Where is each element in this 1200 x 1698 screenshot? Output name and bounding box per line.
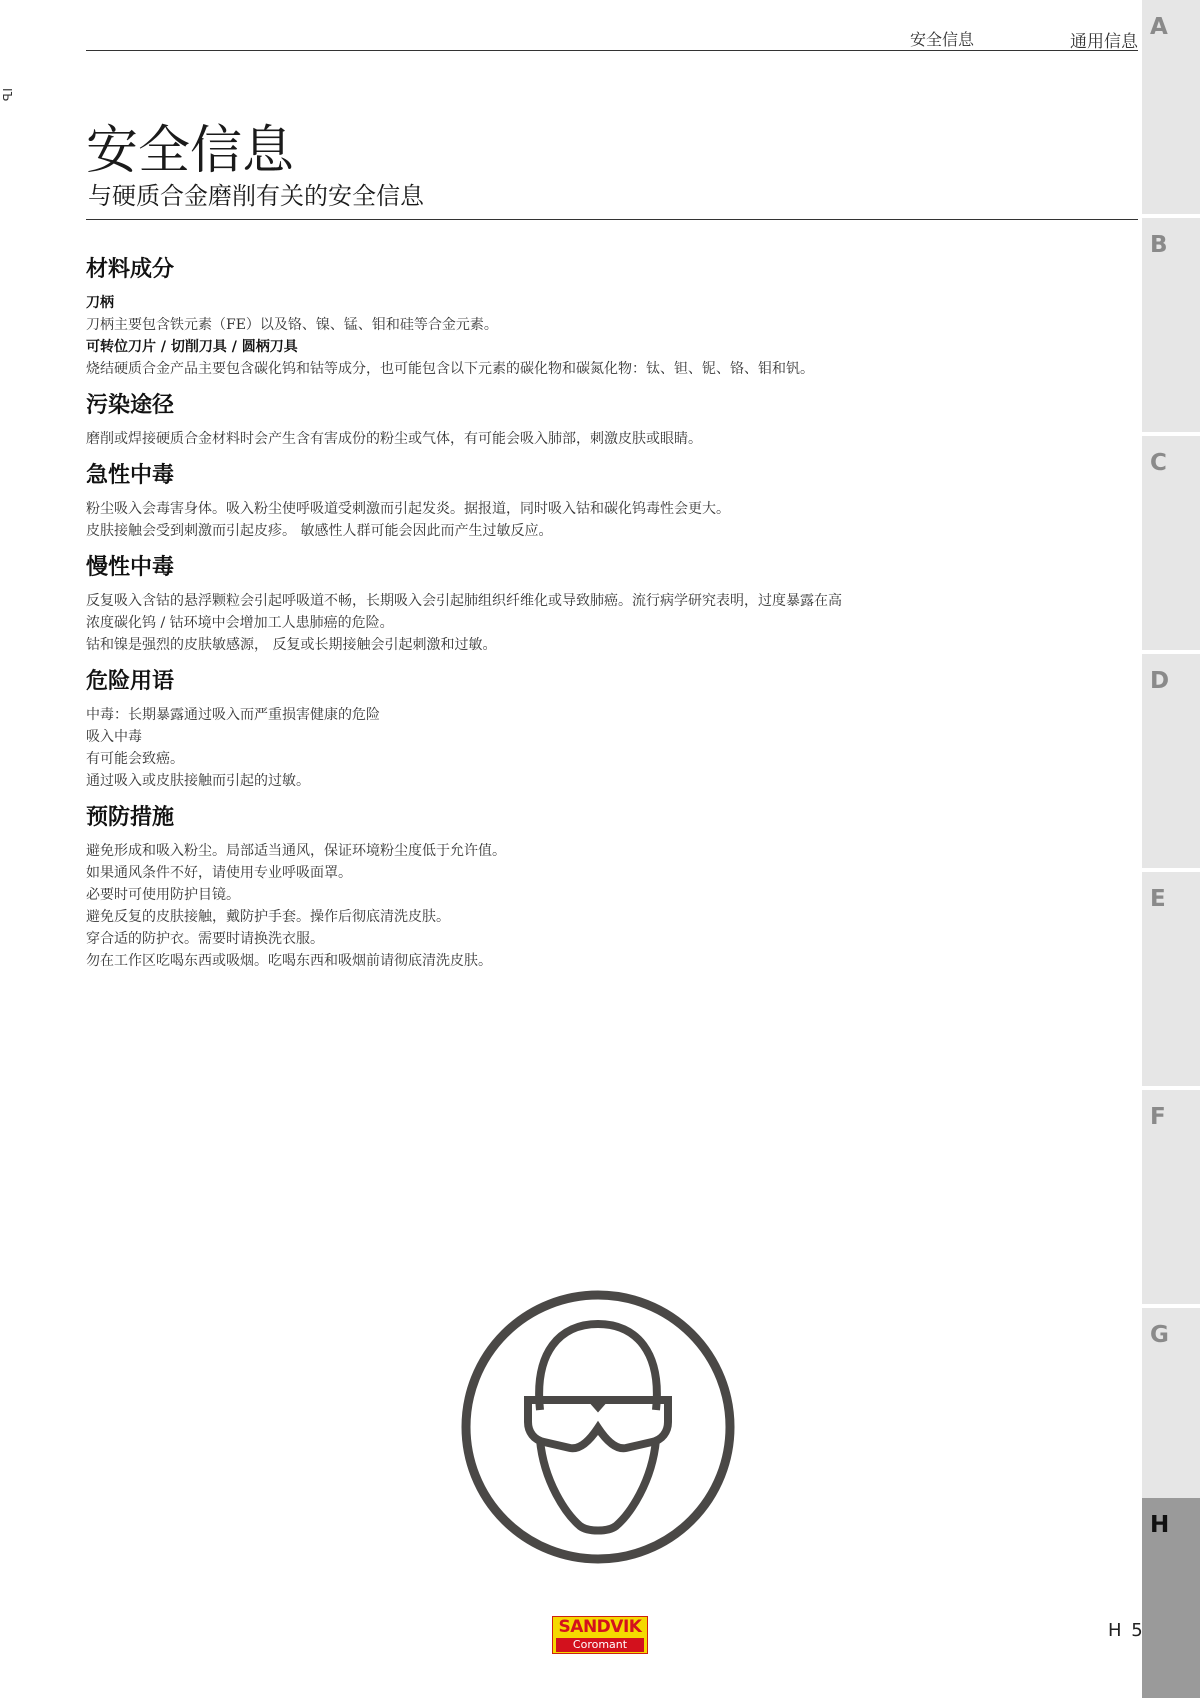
body-text-line: 吸入中毒 <box>86 729 142 745</box>
section-group <box>86 336 1126 380</box>
page-number: H 5 <box>1108 1620 1145 1641</box>
sandvik-coromant-logo <box>552 1616 648 1654</box>
section-heading: 预防措施 <box>86 805 175 830</box>
body-text-line: 粉尘吸入会毒害身体。吸入粉尘使呼吸道受刺激而引起发炎。据报道，同时吸入钴和碳化钨毒性会更大。 <box>86 501 730 517</box>
section-subheading: 可转位刀片 / 切削刀具 / 圆柄刀具 <box>86 339 298 355</box>
tab-f[interactable]: F <box>1142 1090 1200 1304</box>
tab-c[interactable]: C <box>1142 436 1200 650</box>
title-divider <box>86 219 1138 220</box>
breadcrumb-chapter: 通用信息 <box>1070 32 1138 52</box>
body-text-line: 反复吸入含钴的悬浮颗粒会引起呼吸道不畅，长期吸入会引起肺组织纤维化或导致肺癌。流行病学研究表明，过度暴露在高 <box>86 593 842 609</box>
section-group <box>86 590 1126 656</box>
body-text-line: 皮肤接触会受到刺激而引起皮疹。 敏感性人群可能会因此而产生过敏反应。 <box>86 523 553 539</box>
body-text-line: 必要时可使用防护目镜。 <box>86 887 240 903</box>
body-text-line: 刀柄主要包含铁元素（FE）以及铬、镍、锰、钼和硅等合金元素。 <box>86 317 498 333</box>
body-text-line: 钴和镍是强烈的皮肤敏感源， 反复或长期接触会引起刺激和过敏。 <box>86 637 497 653</box>
safety-content <box>86 254 1126 982</box>
tab-h[interactable]: H <box>1142 1498 1200 1698</box>
body-text-line: 通过吸入或皮肤接触而引起的过敏。 <box>86 773 310 789</box>
section-group <box>86 428 1126 450</box>
page-title: 安全信息 <box>86 121 295 181</box>
section-heading: 材料成分 <box>86 257 175 282</box>
breadcrumb-section: 安全信息 <box>910 30 975 49</box>
section <box>86 460 1126 542</box>
section-heading: 慢性中毒 <box>86 555 175 580</box>
section-group <box>86 840 1126 972</box>
body-text-line: 穿合适的防护衣。需要时请换洗衣服。 <box>86 931 324 947</box>
section <box>86 390 1126 450</box>
side-margin-mark: ІЪ <box>0 88 14 102</box>
body-text-line: 烧结硬质合金产品主要包含碳化钨和钴等成分，也可能包含以下元素的碳化物和碳氮化物：钛、钽、铌、铬、钼和钒。 <box>86 361 814 377</box>
section <box>86 666 1126 792</box>
body-text-line: 避免反复的皮肤接触，戴防护手套。操作后彻底清洗皮肤。 <box>86 909 450 925</box>
section-group <box>86 498 1126 542</box>
tab-d[interactable]: D <box>1142 654 1200 868</box>
section <box>86 254 1126 380</box>
section-heading: 急性中毒 <box>86 463 175 488</box>
body-text-line: 中毒：长期暴露通过吸入而严重损害健康的危险 <box>86 707 380 723</box>
safety-goggles-icon <box>448 1282 748 1572</box>
section-group <box>86 704 1126 792</box>
tab-b[interactable]: B <box>1142 218 1200 432</box>
page-header <box>86 22 1138 51</box>
body-text-line: 避免形成和吸入粉尘。局部适当通风，保证环境粉尘度低于允许值。 <box>86 843 506 859</box>
chapter-tabs <box>1142 0 1200 1698</box>
section-heading: 危险用语 <box>86 669 175 694</box>
body-text-line: 磨削或焊接硬质合金材料时会产生含有害成份的粉尘或气体，有可能会吸入肺部，刺激皮肤或眼睛。 <box>86 431 702 447</box>
page-subtitle: 与硬质合金磨削有关的安全信息 <box>88 182 424 210</box>
logo-sub: Coromant <box>556 1638 644 1652</box>
logo-brand: SANDVIK <box>558 1617 642 1637</box>
body-text-line: 有可能会致癌。 <box>86 751 184 767</box>
body-text-line: 浓度碳化钨 / 钴环境中会增加工人患肺癌的危险。 <box>86 615 394 631</box>
section-subheading: 刀柄 <box>86 295 114 311</box>
section <box>86 802 1126 972</box>
section-heading: 污染途径 <box>86 393 175 418</box>
section-group <box>86 292 1126 336</box>
tab-g[interactable]: G <box>1142 1308 1200 1522</box>
tab-a[interactable]: A <box>1142 0 1200 214</box>
body-text-line: 勿在工作区吃喝东西或吸烟。吃喝东西和吸烟前请彻底清洗皮肤。 <box>86 953 492 969</box>
section <box>86 552 1126 656</box>
tab-e[interactable]: E <box>1142 872 1200 1086</box>
body-text-line: 如果通风条件不好，请使用专业呼吸面罩。 <box>86 865 352 881</box>
